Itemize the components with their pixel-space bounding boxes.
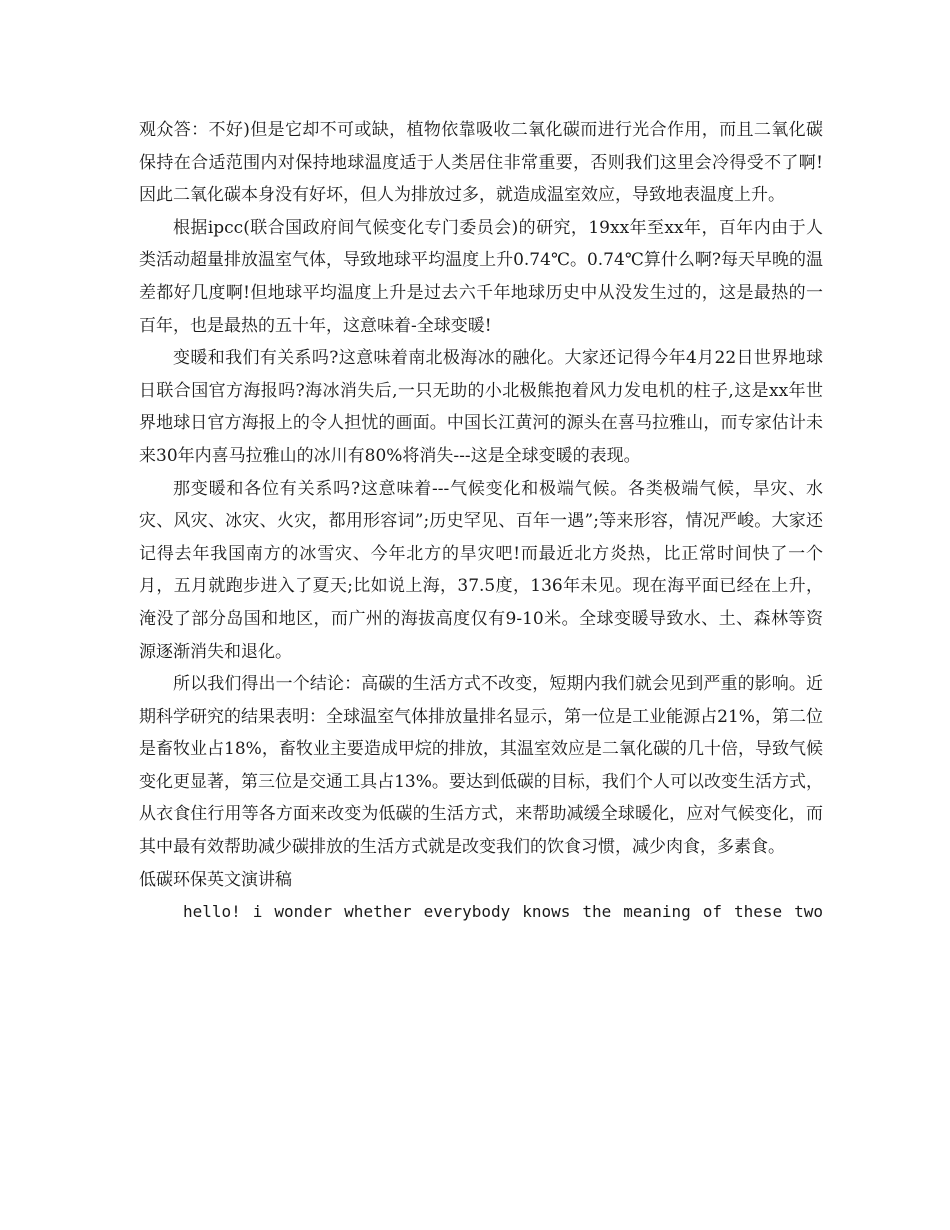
document-body [139,114,823,929]
section-heading: 低碳环保英文演讲稿 [139,869,292,890]
paragraph-conclusion: 所以我们得出一个结论：高碳的生活方式不改变，短期内我们就会见到严重的影响。近期科学研究的结果表明：全球温室气体排放量排名显示，第一位是工业能源占21%，第二位是畜牧业占18%，畜牧业主要造成甲烷的排放，其温室效应是二氧化碳的几十倍，导致气候变化更显著，第三位是交通工具占13%。要达到低碳的目标，我们个人可以改变生活方式，从衣食住行用等各方面来改变为低碳的生活方式，来帮助减缓全球暖化，应对气候变化，而其中最有效帮助减少碳排放的生活方式就是改变我们的饮食习惯，减少肉食，多素食。 [139,674,823,858]
paragraph-polar-ice: 变暖和我们有关系吗?这意味着南北极海冰的融化。大家还记得今年4月22日世界地球日联合国官方海报吗?海冰消失后,一只无助的小北极熊抱着风力发电机的柱子,这是xx年世界地球日官方海报上的令人担忧的画面。中国长江黄河的源头在喜马拉雅山，而专家估计未来30年内喜马拉雅山的冰川有80%将消失---这是全球变暖的表现。 [139,348,823,466]
paragraph-audience-answer: 观众答：不好)但是它却不可或缺，植物依靠吸收二氧化碳而进行光合作用，而且二氧化碳保持在合适范围内对保持地球温度适于人类居住非常重要，否则我们这里会冷得受不了啊!因此二氧化碳本身没有好坏，但人为排放过多，就造成温室效应，导致地表温度上升。 [139,120,823,206]
paragraph-extreme-climate: 那变暖和各位有关系吗?这意味着---气候变化和极端气候。各类极端气候，旱灾、水灾、风灾、冰灾、火灾，都用形容词”;历史罕见、百年一遇”;等来形容，情况严峻。大家还记得去年我国南方的冰雪灾、今年北方的旱灾吧!而最近北方炎热，比正常时间快了一个月，五月就跑步进入了夏天;比如说上海，37.5度，136年未见。现在海平面已经在上升，淹没了部分岛国和地区，而广州的海拔高度仅有9-10米。全球变暖导致水、土、森林等资源逐渐消失和退化。 [139,478,823,662]
paragraph-ipcc-research: 根据ipcc(联合国政府间气候变化专门委员会)的研究，19xx年至xx年，百年内由于人类活动超量排放温室气体，导致地球平均温度上升0.74℃。0.74℃算什么啊?每天早晚的温差都好几度啊!但地球平均温度上升是过去六千年地球历史中从没发生过的，这是最热的一百年，也是最热的五十年，这意味着-全球变暖! [139,217,823,336]
english-speech-line: hello! i wonder whether everybody knows the meaning of these two [183,902,823,922]
